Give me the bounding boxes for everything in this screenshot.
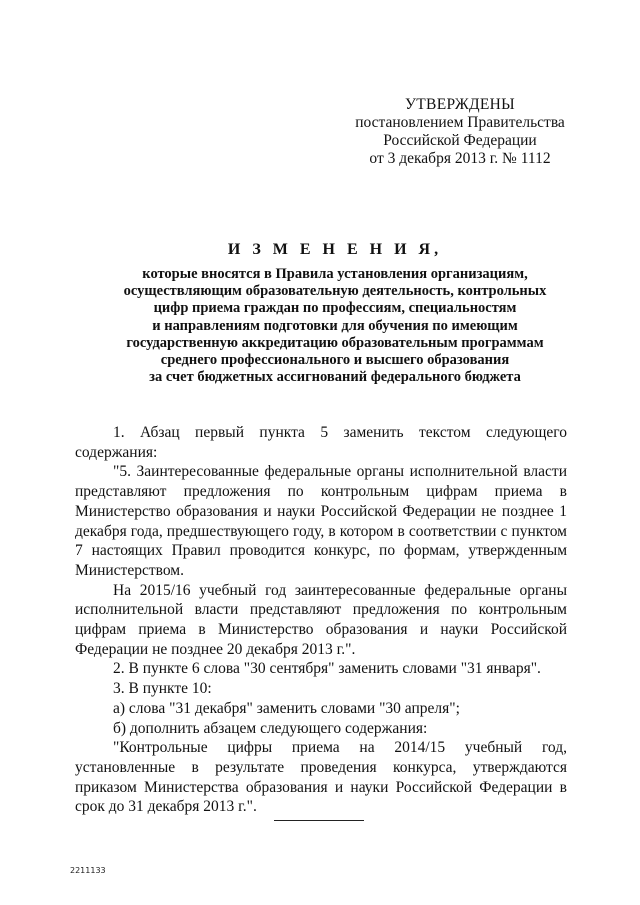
document-body: [75, 423, 567, 817]
subtitle-line: государственную аккредитацию образовательным программам: [126, 334, 544, 351]
subtitle-line: за счет бюджетных ассигнований федерального бюджета: [149, 369, 521, 386]
approval-stamp: [340, 96, 580, 168]
approval-title: УТВЕРЖДЕНЫ: [405, 96, 515, 113]
document-heading: [60, 240, 610, 386]
document-code: 2211133: [70, 866, 106, 875]
subtitle-line: среднего профессионального и высшего образования: [160, 352, 510, 369]
approval-line-1: постановлением Правительства: [355, 114, 565, 131]
subtitle-line: и направлениям подготовки для обучения по имеющим: [152, 317, 518, 334]
paragraph-3: На 2015/16 учебный год заинтересованные федеральные органы исполнительной власти представляют предложения по контрольным цифрам приема в Министерство образования и науки Российской Федерации не позднее 20 декабря 2013 г.".: [75, 581, 567, 658]
paragraph-7: б) дополнить абзацем следующего содержания:: [113, 719, 428, 737]
subtitle-line: осуществляющим образовательную деятельность, контрольных: [123, 283, 547, 300]
paragraph-2: "5. Заинтересованные федеральные органы исполнительной власти представляют предложения по контрольным цифрам приема в Министерство образования и науки Российской Федерации не позднее 1 декабря года, предшествующего году, в котором в соответствии с пунктом 7 настоящих Правил проводится конкурс, по формам, утвержденным Министерством.: [75, 463, 567, 579]
paragraph-4: 2. В пункте 6 слова "30 сентября" заменить словами "31 января".: [113, 660, 541, 678]
approval-line-3: от 3 декабря 2013 г. № 1112: [369, 150, 551, 167]
paragraph-6: а) слова "31 декабря" заменить словами "30 апреля";: [113, 699, 460, 717]
paragraph-1: 1. Абзац первый пункта 5 заменить текстом следующего содержания:: [75, 424, 567, 461]
subtitle-line: которые вносятся в Правила установления организациям,: [142, 266, 528, 282]
document-title: И З М Е Н Е Н И Я,: [227, 241, 443, 258]
document-subtitle: [60, 266, 610, 386]
closing-divider: [274, 820, 364, 821]
paragraph-5: 3. В пункте 10:: [113, 680, 212, 698]
subtitle-line: цифр приема граждан по профессиям, специальностям: [153, 300, 517, 317]
paragraph-8: "Контрольные цифры приема на 2014/15 учебный год, установленные в результате проведения конкурса, утверждаются приказом Министерства образования и науки Российской Федерации в срок до 31 декабря 2013 г.".: [75, 739, 567, 816]
approval-line-2: Российской Федерации: [383, 132, 537, 149]
